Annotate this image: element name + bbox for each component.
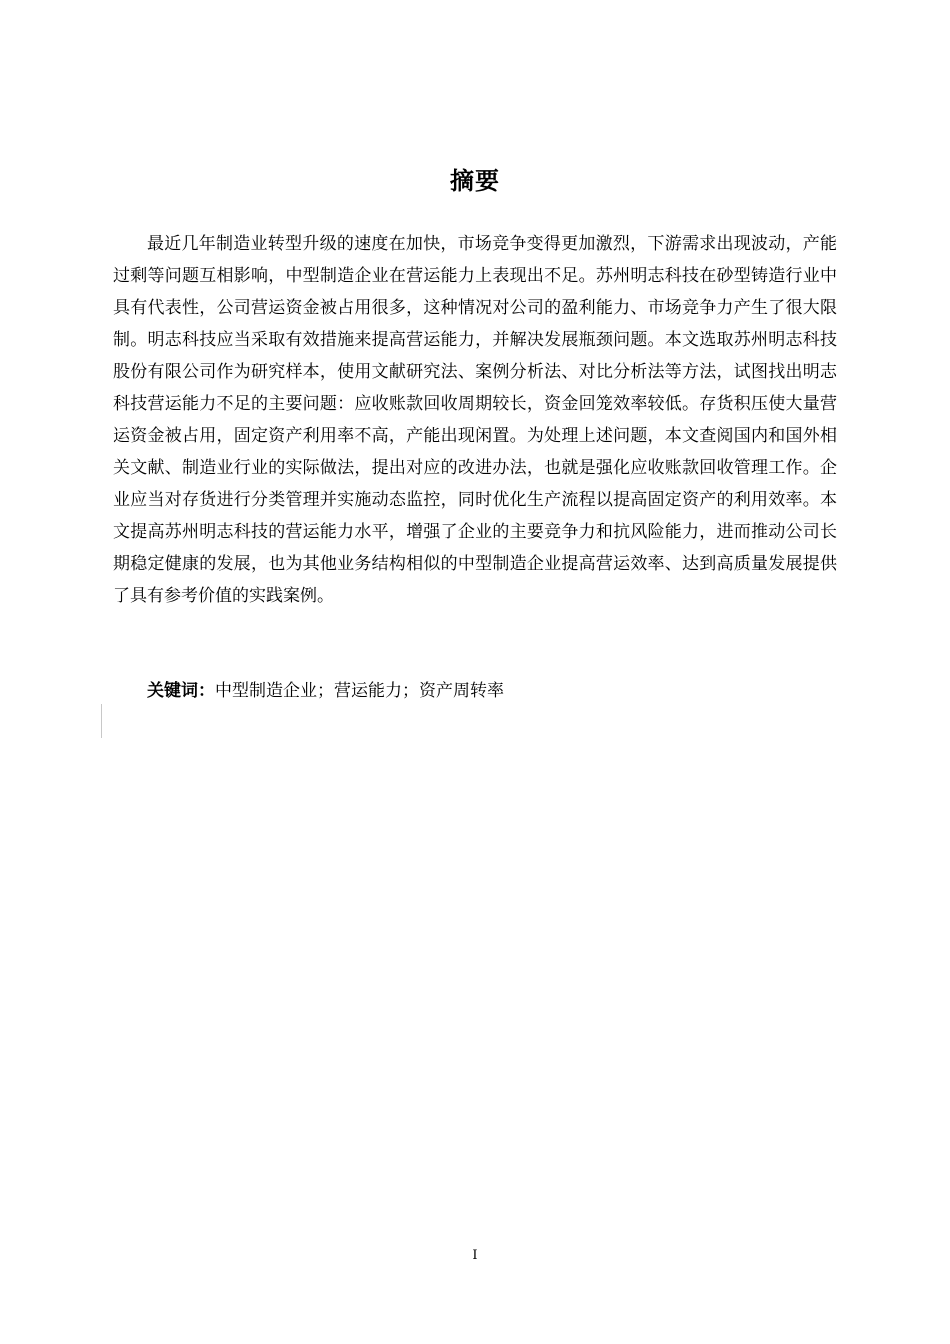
abstract-title: 摘要 (450, 167, 500, 195)
page-number: I (472, 1248, 478, 1263)
text-cursor-marker (101, 704, 102, 738)
keywords-text: 中型制造企业；营运能力；资产周转率 (215, 681, 504, 701)
keywords-line (147, 675, 504, 707)
keywords-label: 关键词： (147, 681, 215, 701)
abstract-paragraph: 最近几年制造业转型升级的速度在加快，市场竞争变得更加激烈，下游需求出现波动，产能过剩等问题互相影响，中型制造企业在营运能力上表现出不足。苏州明志科技在砂型铸造行业中具有代表性，公司营运资金被占用很多，这种情况对公司的盈利能力、市场竞争力产生了很大限制。明志科技应当采取有效措施来提高营运能力，并解决发展瓶颈问题。本文选取苏州明志科技股份有限公司作为研究样本，使用文献研究法、案例分析法、对比分析法等方法，试图找出明志科技营运能力不足的主要问题：应收账款回收周期较长，资金回笼效率较低。存货积压使大量营运资金被占用，固定资产利用率不高，产能出现闲置。为处理上述问题，本文查阅国内和国外相关文献、制造业行业的实际做法，提出对应的改进办法，也就是强化应收账款回收管理工作。企业应当对存货进行分类管理并实施动态监控，同时优化生产流程以提高固定资产的利用效率。本文提高苏州明志科技的营运能力水平，增强了企业的主要竞争力和抗风险能力，进而推动公司长期稳定健康的发展，也为其他业务结构相似的中型制造企业提高营运效率、达到高质量发展提供了具有参考价值的实践案例。 (113, 234, 837, 606)
